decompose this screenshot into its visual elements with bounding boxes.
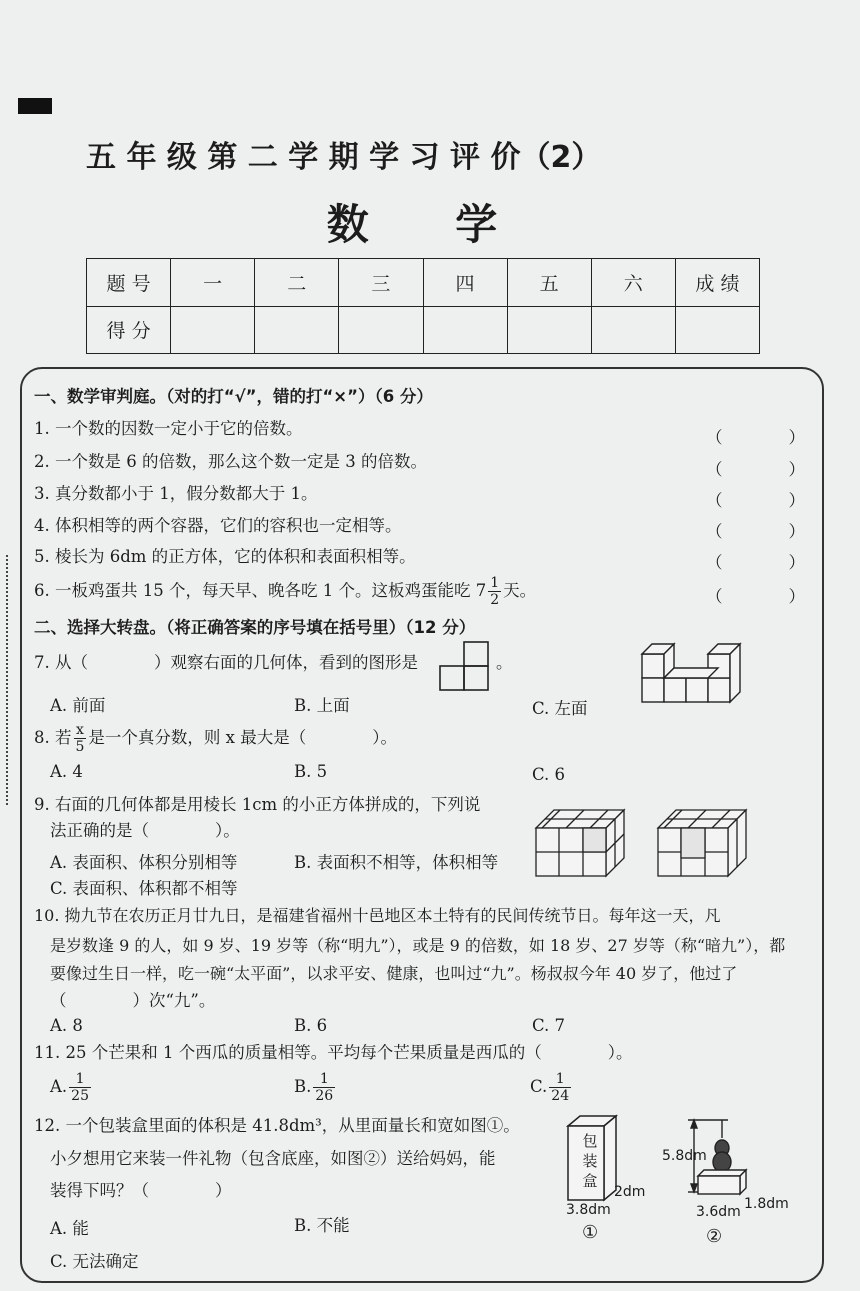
q12-text-line2: 小夕想用它来装一件礼物（包含底座，如图②）送给妈妈，能 bbox=[50, 1149, 496, 1168]
frac-numerator: 1 bbox=[69, 1071, 91, 1088]
s1-item-5: 5. 棱长为 6dm 的正方体，它的体积和表面积相等。 bbox=[34, 547, 416, 566]
s1-item-3: 3. 真分数都小于 1，假分数都大于 1。 bbox=[34, 484, 318, 503]
score-cell: 成 绩 bbox=[675, 259, 759, 307]
q9-text-line2: 法正确的是（ ）。 bbox=[50, 821, 240, 840]
q7-text: 7. 从（ ）观察右面的几何体，看到的图形是 bbox=[34, 653, 418, 672]
q8-text-end: 是一个真分数，则 x 最大是（ ）。 bbox=[88, 728, 397, 747]
q12-gift-height: 5.8dm bbox=[662, 1148, 707, 1164]
answer-blank-6[interactable]: （ ） bbox=[706, 587, 805, 606]
corner-marker bbox=[18, 98, 52, 114]
option-label: C. bbox=[530, 1077, 548, 1096]
score-row-label: 得 分 bbox=[87, 306, 171, 354]
q10-text-line3: 要像过生日一样，吃一碗“太平面”，以求平安、健康，也叫过“九”。杨叔叔今年 40 岁了，他过了 bbox=[50, 964, 738, 983]
answer-blank-2[interactable]: （ ） bbox=[706, 460, 805, 479]
q10-option-c[interactable]: C. 7 bbox=[532, 1016, 566, 1035]
option-label: B. bbox=[294, 1077, 312, 1096]
q9-text-line1: 9. 右面的几何体都是用棱长 1cm 的小正方体拼成的，下列说 bbox=[34, 795, 481, 814]
score-cell: 五 bbox=[507, 259, 591, 307]
answer-blank-1[interactable]: （ ） bbox=[706, 428, 805, 447]
q7-option-b[interactable]: B. 上面 bbox=[294, 696, 350, 715]
q9-option-c[interactable]: C. 表面积、体积都不相等 bbox=[50, 879, 238, 898]
score-input-cell[interactable] bbox=[255, 306, 339, 354]
q12-box-length: 3.8dm bbox=[566, 1202, 611, 1218]
option-label: A. bbox=[50, 1077, 68, 1096]
section1-heading: 一、数学审判庭。（对的打“√”，错的打“×”）（6 分） bbox=[34, 387, 433, 406]
binding-dotted-line bbox=[6, 555, 8, 805]
q9-option-b[interactable]: B. 表面积不相等，体积相等 bbox=[294, 853, 499, 872]
q12-base-length: 3.6dm bbox=[696, 1204, 741, 1220]
section2-heading: 二、选择大转盘。（将正确答案的序号填在括号里）（12 分） bbox=[34, 618, 476, 637]
q7-option-a[interactable]: A. 前面 bbox=[50, 696, 106, 715]
score-input-cell[interactable] bbox=[591, 306, 675, 354]
s1-item-6 bbox=[34, 574, 536, 608]
score-cell: 题 号 bbox=[87, 259, 171, 307]
q7-view-figure bbox=[438, 640, 494, 692]
q11-option-a[interactable] bbox=[50, 1071, 93, 1104]
q10-text-line4: （ ）次“九”。 bbox=[50, 991, 216, 1010]
frac-numerator: 1 bbox=[313, 1071, 335, 1088]
q10-text-line1: 10. 拗九节在农历正月廿九日，是福建省福州十邑地区本土特有的民间传统节日。每年这一天，凡 bbox=[34, 906, 721, 925]
q12-text-line3: 装得下吗？（ ） bbox=[50, 1181, 232, 1200]
q8-option-a[interactable]: A. 4 bbox=[50, 762, 83, 781]
subject-title: 数 学 bbox=[326, 200, 534, 249]
q10-text-line2: 是岁数逢 9 的人，如 9 岁、19 岁等（称“明九”），或是 9 的倍数，如 18 岁、27 岁等（称“暗九”），都 bbox=[50, 936, 786, 955]
frac-numerator: 1 bbox=[549, 1071, 571, 1088]
q8-text bbox=[34, 720, 397, 756]
score-cell: 一 bbox=[171, 259, 255, 307]
q9-solid-figure-1 bbox=[532, 798, 632, 880]
score-input-cell[interactable] bbox=[507, 306, 591, 354]
score-input-cell[interactable] bbox=[423, 306, 507, 354]
q11-b-fraction bbox=[313, 1071, 335, 1104]
score-input-cell[interactable] bbox=[675, 306, 759, 354]
q7-solid-figure bbox=[636, 640, 748, 708]
q8-text-start: 8. 若 bbox=[34, 728, 72, 747]
frac-denominator: 26 bbox=[315, 1088, 334, 1104]
score-cell: 三 bbox=[339, 259, 423, 307]
frac-numerator: 1 bbox=[490, 575, 500, 591]
q12-fig1-number: ① bbox=[582, 1222, 599, 1243]
frac-denominator: 24 bbox=[551, 1088, 570, 1104]
s1-item-6-fraction bbox=[488, 575, 501, 608]
score-input-cell[interactable] bbox=[171, 306, 255, 354]
q10-option-a[interactable]: A. 8 bbox=[50, 1016, 83, 1035]
score-cell: 二 bbox=[255, 259, 339, 307]
score-table-score-row bbox=[87, 306, 760, 354]
q11-a-fraction bbox=[69, 1071, 91, 1104]
q12-box-width: 2dm bbox=[614, 1184, 646, 1200]
q11-option-c[interactable] bbox=[530, 1071, 573, 1104]
q9-solid-figure-2 bbox=[654, 798, 754, 880]
q12-option-c[interactable]: C. 无法确定 bbox=[50, 1252, 139, 1271]
q12-option-b[interactable]: B. 不能 bbox=[294, 1216, 350, 1235]
frac-numerator: x bbox=[74, 722, 87, 739]
score-cell: 四 bbox=[423, 259, 507, 307]
q12-fig2-number: ② bbox=[706, 1226, 723, 1247]
q12-option-a[interactable]: A. 能 bbox=[50, 1219, 89, 1238]
exam-title: 五 年 级 第 二 学 期 学 习 评 价（2） bbox=[86, 140, 602, 175]
q7-option-c[interactable]: C. 左面 bbox=[532, 699, 588, 718]
frac-denominator: 25 bbox=[71, 1088, 89, 1104]
score-table-header-row bbox=[87, 259, 760, 307]
q8-option-c[interactable]: C. 6 bbox=[532, 765, 566, 784]
s1-item-6-end: 天。 bbox=[503, 581, 537, 600]
score-table bbox=[86, 258, 760, 354]
q10-option-b[interactable]: B. 6 bbox=[294, 1016, 328, 1035]
q12-text-line1: 12. 一个包装盒里面的体积是 41.8dm³，从里面量长和宽如图①。 bbox=[34, 1116, 520, 1135]
q11-c-fraction bbox=[549, 1071, 571, 1104]
q8-fraction bbox=[74, 722, 87, 755]
q7-period: 。 bbox=[496, 653, 513, 672]
q11-text: 11. 25 个芒果和 1 个西瓜的质量相等。平均每个芒果质量是西瓜的（ ）。 bbox=[34, 1043, 633, 1062]
answer-blank-5[interactable]: （ ） bbox=[706, 553, 805, 572]
q11-option-b[interactable] bbox=[294, 1071, 337, 1104]
score-input-cell[interactable] bbox=[339, 306, 423, 354]
s1-item-2: 2. 一个数是 6 的倍数，那么这个数一定是 3 的倍数。 bbox=[34, 452, 427, 471]
score-cell: 六 bbox=[591, 259, 675, 307]
s1-item-6-text: 6. 一板鸡蛋共 15 个，每天早、晚各吃 1 个。这板鸡蛋能吃 7 bbox=[34, 581, 487, 600]
s1-item-4: 4. 体积相等的两个容器，它们的容积也一定相等。 bbox=[34, 516, 402, 535]
q12-base-width: 1.8dm bbox=[744, 1196, 789, 1212]
answer-blank-4[interactable]: （ ） bbox=[706, 522, 805, 541]
frac-denominator: 5 bbox=[75, 739, 85, 755]
q9-option-a[interactable]: A. 表面积、体积分别相等 bbox=[50, 853, 238, 872]
q8-option-b[interactable]: B. 5 bbox=[294, 762, 328, 781]
answer-blank-3[interactable]: （ ） bbox=[706, 491, 805, 510]
frac-denominator: 2 bbox=[490, 592, 500, 608]
q12-box-label: 包装盒 bbox=[582, 1132, 598, 1190]
s1-item-1: 1. 一个数的因数一定小于它的倍数。 bbox=[34, 419, 303, 438]
